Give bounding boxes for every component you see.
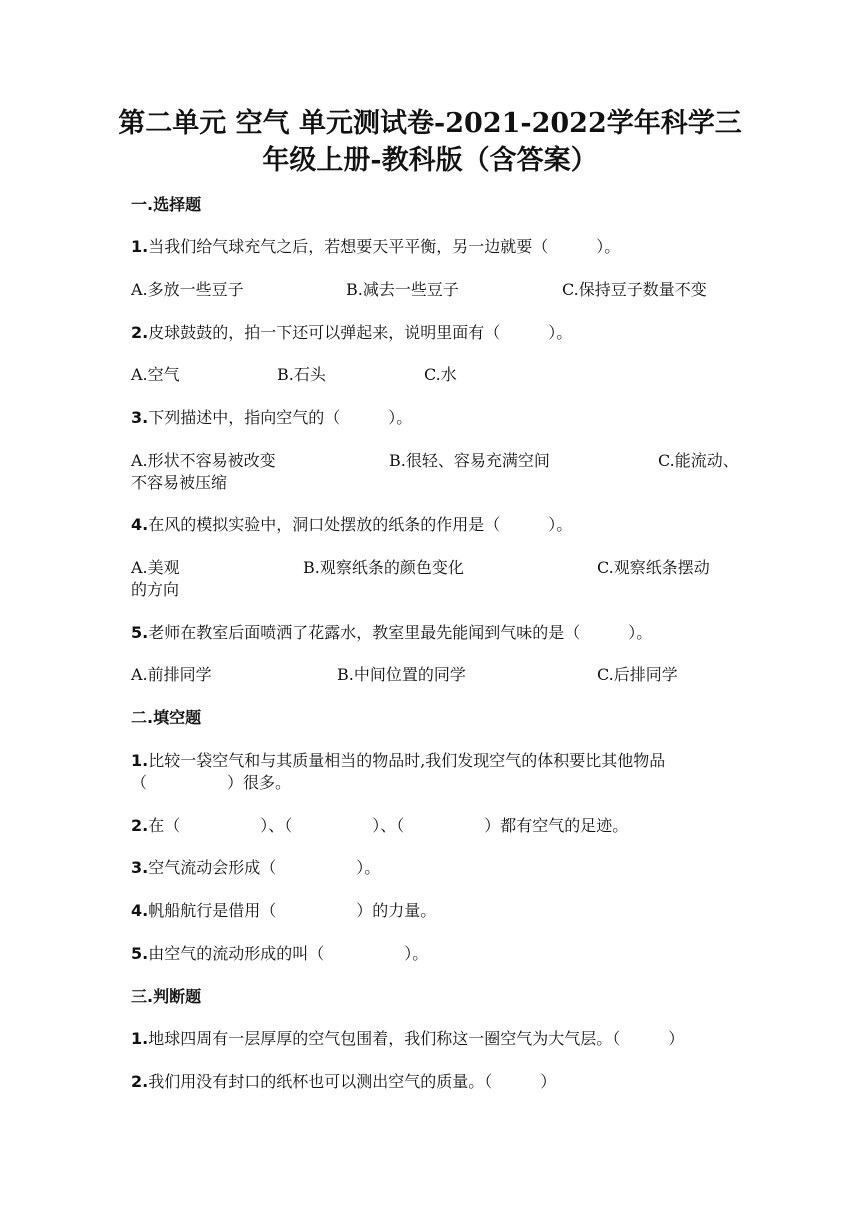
question-text: 老师在教室后面喷洒了花露水，教室里最先能闻到气味的是（ ）。 [148,623,653,642]
question-number: 5. [131,623,149,642]
choice-4-option-a: A.美观 [131,558,180,577]
choice-3-option-b: B.很轻、容易充满空间 [389,451,550,470]
question-number: 1. [131,751,149,770]
section-heading-fill: 二.填空题 [131,708,202,727]
choice-question-1 [131,236,620,258]
question-number: 2. [131,323,149,342]
section-heading-judge: 三.判断题 [131,987,202,1006]
fill-question-4 [131,900,436,922]
choice-1-option-c: C.保持豆子数量不变 [562,280,707,299]
question-text: 空气流动会形成（ ）。 [148,858,381,877]
choice-2-option-a: A.空气 [131,365,180,384]
fill-question-1-wrap: （ ）很多。 [131,773,292,792]
choice-1-option-a: A.多放一些豆子 [131,280,244,299]
choice-3-option-c-wrap: 不容易被压缩 [131,473,228,492]
choice-question-4 [131,514,572,536]
question-text: 下列描述中，指向空气的（ ）。 [148,408,413,427]
question-number: 3. [131,858,149,877]
question-text: 当我们给气球充气之后，若想要天平平衡，另一边就要（ ）。 [148,237,621,256]
choice-3-option-a: A.形状不容易被改变 [131,451,276,470]
question-number: 1. [131,237,149,256]
question-text: 我们用没有封口的纸杯也可以测出空气的质量。（ ） [148,1072,557,1091]
judge-question-1 [131,1028,684,1050]
question-number: 5. [131,944,149,963]
question-text: 在（ ）、（ ）、（ ）都有空气的足迹。 [148,816,629,835]
choice-question-2 [131,322,572,344]
choice-question-3 [131,407,412,429]
page-title-line-2: 年级上册-教科版（含答案） [262,145,598,176]
question-number: 2. [131,1072,149,1091]
question-text: 地球四周有一层厚厚的空气包围着，我们称这一圈空气为大气层。（ ） [148,1029,685,1048]
judge-question-2 [131,1071,556,1093]
question-text: 由空气的流动形成的叫（ ）。 [148,944,429,963]
question-text: 帆船航行是借用（ ）的力量。 [148,901,437,920]
page-title-line-1: 第二单元 空气 单元测试卷-2021-2022学年科学三 [118,108,742,139]
choice-1-option-b: B.减去一些豆子 [346,280,459,299]
section-heading-choice: 一.选择题 [131,195,202,214]
choice-2-option-c: C.水 [424,365,457,384]
choice-2-option-b: B.石头 [277,365,326,384]
question-number: 3. [131,408,149,427]
question-text: 在风的模拟实验中，洞口处摆放的纸条的作用是（ ）。 [148,515,573,534]
choice-5-option-b: B.中间位置的同学 [337,665,466,684]
choice-5-option-a: A.前排同学 [131,665,212,684]
choice-question-5 [131,622,652,644]
choice-3-option-c: C.能流动、 [658,451,739,470]
fill-question-1 [131,750,665,772]
fill-question-2 [131,815,628,837]
choice-4-option-c-wrap: 的方向 [131,580,180,599]
question-text: 皮球鼓鼓的，拍一下还可以弹起来，说明里面有（ ）。 [148,323,573,342]
question-number: 1. [131,1029,149,1048]
choice-5-option-c: C.后排同学 [597,665,678,684]
question-number: 2. [131,816,149,835]
fill-question-3 [131,857,380,879]
question-number: 4. [131,901,149,920]
choice-4-option-c: C.观察纸条摆动 [597,558,710,577]
question-text: 比较一袋空气和与其质量相当的物品时,我们发现空气的体积要比其他物品 [148,751,666,770]
question-number: 4. [131,515,149,534]
fill-question-5 [131,943,428,965]
choice-4-option-b: B.观察纸条的颜色变化 [303,558,464,577]
